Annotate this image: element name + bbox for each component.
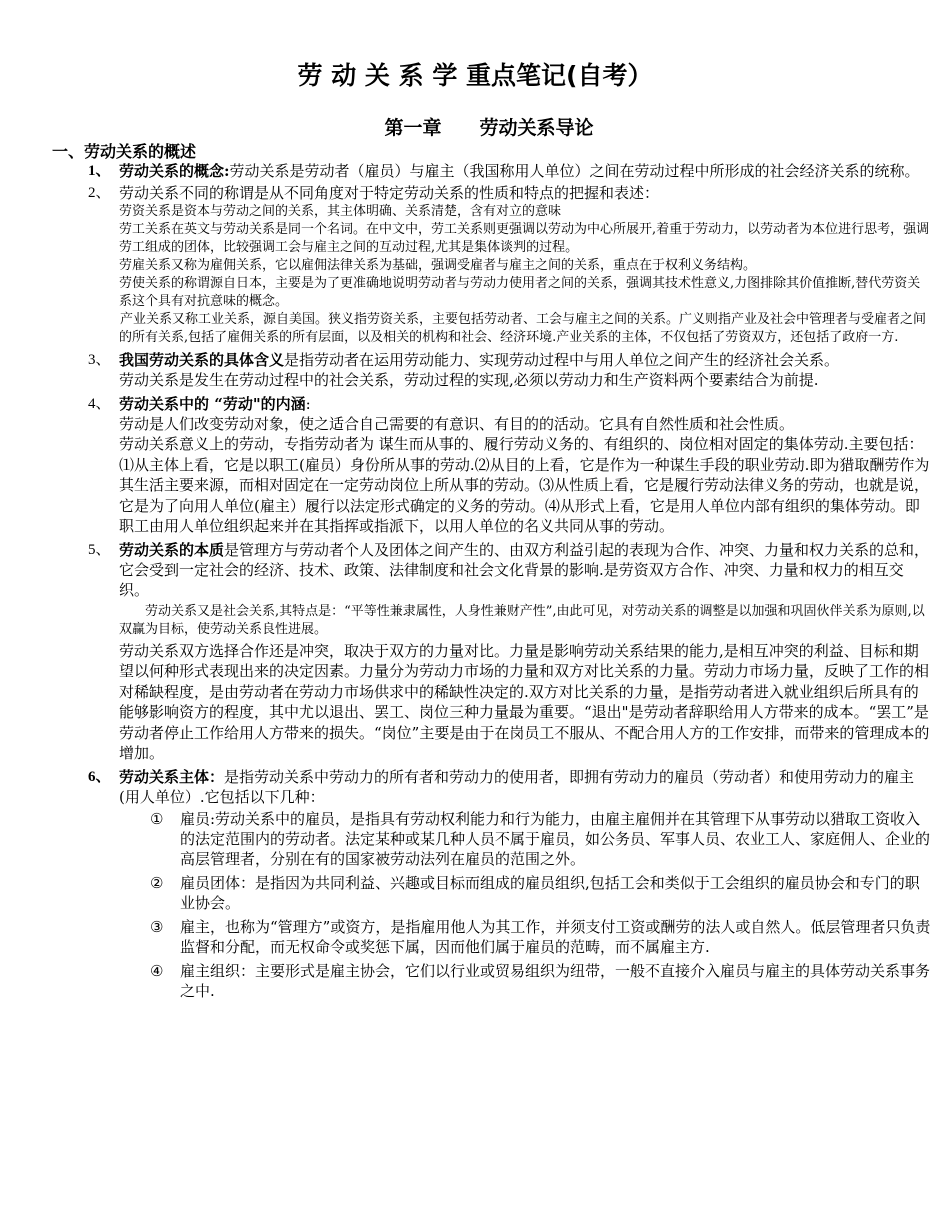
- list-item-2: [88, 183, 933, 203]
- paragraph: 劳动关系又是社会关系,其特点是：“平等性兼隶属性，人身性兼财产性”,由此可见，对劳动关系的调整是以加强和巩固伙伴关系为原则,以双赢为目标，使劳动关系良性进展。: [119, 603, 925, 637]
- section-content: [88, 161, 933, 1001]
- paragraph: 劳资关系是资本与劳动之间的关系，其主体明确、关系清楚，含有对立的意味: [119, 204, 562, 219]
- sub-item-text: 雇主组织：主要形式是雇主协会，它们以行业或贸易组织为纽带，一般不直接介入雇员与雇主的具体劳动关系事务之中.: [180, 961, 931, 1000]
- item-heading: 劳动关系中的 “劳动"的内涵: [119, 394, 306, 413]
- sub-item-mark: ④: [150, 961, 164, 980]
- paragraph: 劳动是人们改变劳动对象，使之适合自己需要的有意识、有目的的活动。它具有自然性质和社会性质。: [119, 414, 795, 433]
- sub-item-employee-group: [88, 873, 933, 913]
- sub-item-mark: ②: [150, 873, 164, 892]
- paragraph: 劳动关系是发生在劳动过程中的社会关系，劳动过程的实现,必须以劳动力和生产资料两个要素结合为前提.: [119, 371, 819, 389]
- paragraph: 劳动关系双方选择合作还是冲突，取决于双方的力量对比。力量是影响劳动关系结果的能力,是相互冲突的利益、目标和期望以何种形式表现出来的决定因素。力量分为劳动力市场的力量和双方对比关系的力量。劳动力市场力量，反映了工作的相对稀缺程度，是由劳动者在劳动力市场供求中的稀缺性决定的.双方对比关系的力量，是指劳动者进入就业组织后所具有的能够影响资方的程度，其中尤以退出、罢工、岗位三种力量最为重要。“退出"是劳动者辞职给用人方带来的成本。“罢工”是劳动者停止工作给用人方带来的损失。“岗位”主要是由于在岗员工不服从、不配合用人方的工作安排，而带来的管理成本的增加。: [119, 641, 930, 762]
- paragraph: 劳雇关系又称为雇佣关系，它以雇佣法律关系为基础，强调受雇者与雇主之间的关系，重点在于权利义务结构。: [119, 258, 757, 273]
- list-item-3: [88, 350, 933, 370]
- chapter-number: 第一章: [384, 117, 442, 139]
- item-number: 2、: [88, 185, 111, 201]
- chapter-title: 劳动关系导论: [479, 117, 594, 139]
- section-heading: 一、劳动关系的概述: [52, 142, 197, 161]
- sub-item-text: 雇员团体：是指因为共同利益、兴趣或目标而组成的雇员组织,包括工会和类似于工会组织的雇员协会和专门的职业协会。: [180, 873, 920, 912]
- paragraph: 劳工关系在英文与劳动关系是同一个名词。在中文中，劳工关系则更强调以劳动为中心所展开,着重于劳动力，以劳动者为本位进行思考，强调劳工组成的团体，比较强调工会与雇主之间的互动过程,尤其是集体谈判的过程。: [119, 222, 930, 255]
- list-item-1: [88, 161, 933, 181]
- list-item-4: [88, 394, 933, 414]
- item-text: 是指劳动者在运用劳动能力、实现劳动过程中与用人单位之间产生的经济社会关系。: [284, 351, 840, 369]
- item-text: 是管理方与劳动者个人及团体之间产生的、由双方利益引起的表现为合作、冲突、力量和权力关系的总和，它会受到一定社会的经济、技术、政策、法律制度和社会文化背景的影响.是劳资双方合作、冲突、力量和权力的相互交织。: [119, 540, 930, 599]
- sub-item-employer: [88, 917, 933, 957]
- item-colon: :: [305, 394, 311, 413]
- list-item-6: [88, 767, 933, 807]
- chapter-heading: [0, 113, 950, 140]
- item-heading: 劳动关系的概念:: [119, 162, 230, 180]
- item-number: 1、: [88, 163, 111, 179]
- sub-item-mark: ③: [150, 917, 164, 936]
- list-item-5: [88, 540, 933, 600]
- sub-item-mark: ①: [150, 809, 164, 828]
- item-text: 是指劳动关系中劳动力的所有者和劳动力的使用者，即拥有劳动力的雇员（劳动者）和使用劳动力的雇主(用人单位）.它包括以下几种：: [119, 767, 915, 806]
- item-heading: 劳动关系的本质: [119, 540, 225, 559]
- paragraph: 劳使关系的称谓源自日本，主要是为了更准确地说明劳动者与劳动力使用者之间的关系，强调其技术性意义,力图排除其价值推断,替代劳资关系这个具有对抗意味的概念。: [119, 276, 921, 309]
- item-number: 4、: [88, 395, 111, 412]
- item-text: 劳动关系是劳动者（雇员）与雇主（我国称用人单位）之间在劳动过程中所形成的社会经济关系的统称。: [229, 162, 920, 180]
- item-number: 6、: [88, 768, 111, 785]
- item-text: 劳动关系不同的称谓是从不同角度对于特定劳动关系的性质和特点的把握和表述：: [119, 184, 660, 202]
- sub-item-text: 雇主，也称为“管理方”或资方，是指雇用他人为其工作，并须支付工资或酬劳的法人或自然人。低层管理者只负责监督和分配，而无权命令或奖惩下属，因而他们属于雇员的范畴，而不属雇主方.: [180, 917, 931, 956]
- item-number: 5、: [88, 541, 111, 558]
- item-heading: 我国劳动关系的具体含义: [119, 351, 285, 369]
- item-number: 3、: [88, 352, 111, 368]
- sub-item-text: 雇员:劳动关系中的雇员，是指具有劳动权利能力和行为能力，由雇主雇佣并在其管理下从事劳动以猎取工资收入的法定范围内的劳动者。法定某种或某几种人员不属于雇员，如公务员、军事人员、农业工人、家庭佣人、企业的高层管理者，分别在有的国家被劳动法列在雇员的范围之外。: [180, 809, 931, 868]
- item-heading: 劳动关系主体：: [119, 767, 225, 786]
- paragraph: 产业关系又称工业关系，源自美国。狭义指劳资关系，主要包括劳动者、工会与雇主之间的关系。广义则指产业及社会中管理者与受雇者之间的所有关系,包括了雇佣关系的所有层面，以及相关的机构和社会、经济环境.产业关系的主体，不仅包括了劳资双方，还包括了政府一方.: [119, 312, 927, 345]
- sub-item-employer-organization: [88, 961, 933, 1001]
- document-title: 劳 动 关 系 学 重点笔记(自考）: [297, 61, 653, 90]
- paragraph: 劳动关系意义上的劳动，专指劳动者为 谋生而从事的、履行劳动义务的、有组织的、岗位相对固定的集体劳动.主要包括：⑴从主体上看，它是以职工(雇员）身份所从事的劳动.⑵从目的上看，它是作为一种谋生手段的职业劳动.即为猎取酬劳作为其生活主要来源，而相对固定在一定劳动岗位上所从事的劳动。⑶从性质上看，它是履行劳动法律义务的劳动，也就是说，它是为了向用人单位(雇主）履行以法定形式确定的义务的劳动。⑷从形式上看，它是用人单位内部有组织的集体劳动。即职工由用人单位组织起来并在其指挥或指派下，以用人单位的名义共同从事的劳动。: [119, 435, 930, 535]
- sub-item-employee: [88, 809, 933, 869]
